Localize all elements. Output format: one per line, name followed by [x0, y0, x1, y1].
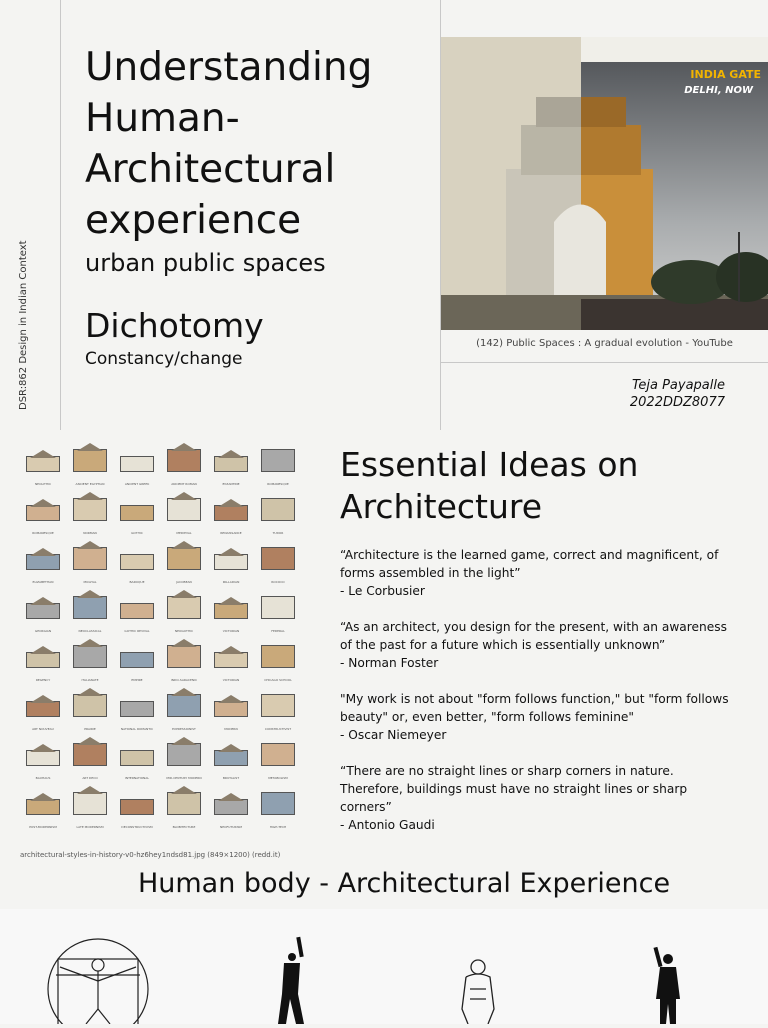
figures-band: [0, 909, 768, 1024]
style-label: DECONSTRUCTIVISM: [121, 825, 153, 829]
style-label: INTERNATIONAL: [124, 776, 150, 780]
style-label: BLOBITECTURE: [172, 825, 196, 829]
building-icon: [214, 505, 248, 521]
building-icon: [261, 694, 295, 717]
building-icon: [73, 792, 107, 815]
building-icon: [261, 792, 295, 815]
building-icon: [261, 596, 295, 619]
style-label: MUGHAL: [83, 580, 97, 584]
style-item: [67, 587, 113, 635]
building-icon: [73, 694, 107, 717]
roof-icon: [30, 450, 56, 458]
style-item: [20, 783, 66, 831]
building-icon: [73, 547, 107, 570]
style-label: POST-MODERNISM: [29, 825, 57, 829]
style-item: [67, 685, 113, 733]
building-icon: [261, 645, 295, 668]
style-item: [67, 440, 113, 488]
style-label: ANCIENT EGYPTIAN: [75, 482, 105, 486]
style-label: ART DECO: [82, 776, 98, 780]
roof-icon: [218, 695, 244, 703]
building-icon: [214, 603, 248, 619]
style-label: NEOGOTHIC: [174, 629, 194, 633]
roof-icon: [77, 639, 103, 647]
style-label: TUDOR: [272, 531, 284, 535]
architectural-styles-chart: [20, 440, 320, 838]
roof-icon: [30, 695, 56, 703]
roof-icon: [30, 793, 56, 801]
style-item: [20, 734, 66, 782]
quote-text: “Architecture is the learned game, correct and magnificent, of forms assembled in the light”: [340, 548, 719, 580]
building-icon: [167, 743, 201, 766]
style-label: ANCIENT ROMAN: [171, 482, 197, 486]
building-icon: [214, 652, 248, 668]
style-item: [161, 783, 207, 831]
building-icon: [26, 701, 60, 717]
building-icon: [214, 701, 248, 717]
style-label: ART NOUVEAU: [32, 727, 54, 731]
building-icon: [261, 547, 295, 570]
style-label: GOTHIC REVIVAL: [124, 629, 150, 633]
style-item: [208, 489, 254, 537]
roof-icon: [171, 688, 197, 696]
style-label: METABOLISM: [268, 776, 288, 780]
style-label: BAUHAUS: [35, 776, 51, 780]
building-icon: [167, 694, 201, 717]
roof-icon: [30, 548, 56, 556]
style-label: FEDERAL: [271, 629, 285, 633]
styles-image-caption-link[interactable]: architectural-styles-in-history-v0-hz6hey1ndsd81.jpg (849×1200) (redd.it): [20, 851, 281, 859]
roof-icon: [218, 597, 244, 605]
building-icon: [26, 652, 60, 668]
building-icon: [214, 456, 248, 472]
building-icon: [120, 603, 154, 619]
style-label: ANCIENT GREEK: [124, 482, 150, 486]
style-label: CHICAGO SCHOOL: [264, 678, 292, 682]
roof-icon: [171, 590, 197, 598]
style-item: [255, 440, 301, 488]
style-label: EMPIRE: [131, 678, 143, 682]
building-icon: [167, 792, 201, 815]
style-label: ITALIANATE: [81, 678, 99, 682]
quote-item: [340, 546, 740, 600]
roof-icon: [171, 737, 197, 745]
style-item: [255, 489, 301, 537]
quote-text: “As an architect, you design for the present, with an awareness of the past for a future which is essentially unknown”: [340, 620, 727, 652]
building-icon: [120, 799, 154, 815]
building-icon: [214, 799, 248, 815]
style-label: NEOLITHIC: [34, 482, 52, 486]
style-label: MID-CENTURY MODERN: [166, 776, 202, 780]
building-icon: [26, 456, 60, 472]
title-line: experience: [85, 198, 302, 243]
style-item: [161, 587, 207, 635]
building-icon: [214, 554, 248, 570]
modulor-man-icon: [278, 937, 304, 1024]
style-item: [208, 734, 254, 782]
style-item: [161, 685, 207, 733]
roof-icon: [77, 688, 103, 696]
photo-caption-link[interactable]: (142) Public Spaces : A gradual evolution - YouTube: [476, 338, 733, 349]
roof-icon: [218, 548, 244, 556]
human-body-heading: Human body - Architectural Experience: [137, 868, 671, 899]
style-label: NEOCLASSICAL: [78, 629, 102, 633]
constancy-subheading: Constancy/change: [85, 349, 243, 369]
style-item: [20, 636, 66, 684]
roof-icon: [30, 646, 56, 654]
style-label: MEDIEVAL: [176, 531, 192, 535]
building-icon: [26, 505, 60, 521]
ideas-heading-line: Architecture: [340, 487, 543, 526]
style-label: ROCOCO: [271, 580, 285, 584]
style-item: [161, 440, 207, 488]
style-item: [255, 734, 301, 782]
style-label: HIGH-TECH: [269, 825, 287, 829]
style-item: [255, 783, 301, 831]
roof-icon: [77, 541, 103, 549]
style-item: [208, 538, 254, 586]
style-item: [208, 587, 254, 635]
style-item: [67, 734, 113, 782]
style-item: [20, 489, 66, 537]
style-item: [208, 440, 254, 488]
building-icon: [73, 743, 107, 766]
roof-icon: [218, 793, 244, 801]
dichotomy-heading: Dichotomy: [85, 306, 264, 345]
roof-icon: [77, 590, 103, 598]
style-item: [255, 685, 301, 733]
roof-icon: [171, 786, 197, 794]
building-icon: [261, 449, 295, 472]
building-icon: [73, 449, 107, 472]
style-item: [114, 685, 160, 733]
building-icon: [167, 498, 201, 521]
building-icon: [26, 603, 60, 619]
style-item: [114, 538, 160, 586]
building-icon: [120, 701, 154, 717]
quote-author: - Norman Foster: [340, 656, 439, 670]
caption-divider: [440, 362, 768, 363]
roof-icon: [30, 499, 56, 507]
style-item: [255, 538, 301, 586]
style-label: NORMAN: [83, 531, 97, 535]
building-icon: [120, 652, 154, 668]
style-item: [208, 783, 254, 831]
building-icon: [261, 743, 295, 766]
course-label: DSR:862 Design in Indian Context: [18, 240, 29, 410]
building-icon: [73, 498, 107, 521]
roof-icon: [218, 744, 244, 752]
title-line: Human-: [85, 96, 240, 141]
style-label: LATE MODERNISM: [76, 825, 104, 829]
style-label: PALLADIAN: [222, 580, 240, 584]
style-item: [161, 636, 207, 684]
style-item: [67, 783, 113, 831]
building-icon: [167, 449, 201, 472]
quote-text: “There are no straight lines or sharp corners in nature. Therefore, buildings must have no straight lines or sharp corners”: [340, 764, 688, 814]
roof-icon: [218, 499, 244, 507]
left-divider: [60, 0, 61, 430]
building-icon: [214, 750, 248, 766]
page-title: [85, 42, 425, 246]
style-item: [208, 685, 254, 733]
sketch-figure-icon: [462, 960, 494, 1024]
quote-item: [340, 690, 740, 744]
style-item: [114, 489, 160, 537]
building-icon: [26, 799, 60, 815]
style-label: GOTHIC: [131, 531, 143, 535]
style-item: [255, 587, 301, 635]
style-label: ROMANESQUE: [32, 531, 54, 535]
quote-author: - Antonio Gaudi: [340, 818, 435, 832]
title-line: Architectural: [85, 147, 336, 192]
style-item: [114, 587, 160, 635]
style-label: JACOBEAN: [176, 580, 192, 584]
building-icon: [167, 596, 201, 619]
style-label: NEOFUTURISM: [220, 825, 242, 829]
author-block: [560, 377, 725, 411]
style-item: [67, 538, 113, 586]
photo-overlay-title: INDIA GATE: [690, 68, 761, 81]
roof-icon: [218, 646, 244, 654]
quote-item: [340, 618, 740, 672]
style-label: VICTORIAN: [222, 678, 240, 682]
roof-icon: [77, 492, 103, 500]
roof-icon: [77, 786, 103, 794]
building-icon: [261, 498, 295, 521]
building-icon: [167, 645, 201, 668]
roof-icon: [171, 639, 197, 647]
style-item: [161, 538, 207, 586]
title-line: Understanding: [85, 45, 373, 90]
style-item: [20, 587, 66, 635]
style-label: BAROQUE: [129, 580, 145, 584]
photo-overlay-subtitle: DELHI, NOW: [684, 85, 753, 96]
standing-silhouette-icon: [653, 947, 680, 1024]
style-item: [114, 783, 160, 831]
style-item: [114, 734, 160, 782]
roof-icon: [171, 443, 197, 451]
building-icon: [26, 750, 60, 766]
building-icon: [120, 750, 154, 766]
style-label: INDO-SARACENIC: [170, 678, 198, 682]
roof-icon: [171, 492, 197, 500]
style-label: NATIONAL ROMANTIC: [120, 727, 154, 731]
style-label: PRAIRIE: [84, 727, 96, 731]
style-label: BRUTALIST: [222, 776, 240, 780]
quote-text: "My work is not about "form follows function," but "form follows beauty" or, even better, "form follows feminine": [340, 692, 729, 724]
style-item: [161, 489, 207, 537]
style-item: [255, 636, 301, 684]
roof-icon: [77, 443, 103, 451]
style-label: GEORGIAN: [34, 629, 52, 633]
style-label: BYZANTINE: [222, 482, 240, 486]
style-label: VICTORIAN: [222, 629, 240, 633]
style-item: [20, 538, 66, 586]
india-gate-photo: [441, 37, 768, 330]
style-item: [20, 685, 66, 733]
roof-icon: [171, 541, 197, 549]
style-item: [161, 734, 207, 782]
style-item: [114, 636, 160, 684]
style-label: ROMANESQUE: [267, 482, 289, 486]
style-item: [67, 489, 113, 537]
building-icon: [26, 554, 60, 570]
vitruvian-man-icon: [48, 939, 148, 1024]
ideas-heading-line: Essential Ideas on: [340, 445, 639, 484]
style-label: RENAISSANCE: [220, 531, 242, 535]
roof-icon: [218, 450, 244, 458]
style-label: MODERN: [224, 727, 238, 731]
building-icon: [120, 456, 154, 472]
style-item: [114, 440, 160, 488]
author-name: Teja Payapalle: [632, 378, 725, 393]
quotes-list: [340, 546, 740, 852]
style-item: [20, 440, 66, 488]
style-label: CONSTRUCTIVIST: [264, 727, 292, 731]
quote-author: - Le Corbusier: [340, 584, 425, 598]
roof-icon: [77, 737, 103, 745]
quote-item: [340, 762, 740, 834]
roof-icon: [30, 744, 56, 752]
ideas-heading: [340, 444, 740, 528]
author-id: 2022DDZ8077: [629, 395, 725, 410]
subtitle: urban public spaces: [85, 249, 326, 277]
building-icon: [120, 554, 154, 570]
building-icon: [167, 547, 201, 570]
style-label: EXPRESSIONIST: [172, 727, 196, 731]
quote-author: - Oscar Niemeyer: [340, 728, 447, 742]
style-label: ELIZABETHAN: [32, 580, 54, 584]
building-icon: [73, 596, 107, 619]
style-item: [208, 636, 254, 684]
style-label: REGENCY: [35, 678, 51, 682]
style-item: [67, 636, 113, 684]
roof-icon: [30, 597, 56, 605]
building-icon: [73, 645, 107, 668]
building-icon: [120, 505, 154, 521]
